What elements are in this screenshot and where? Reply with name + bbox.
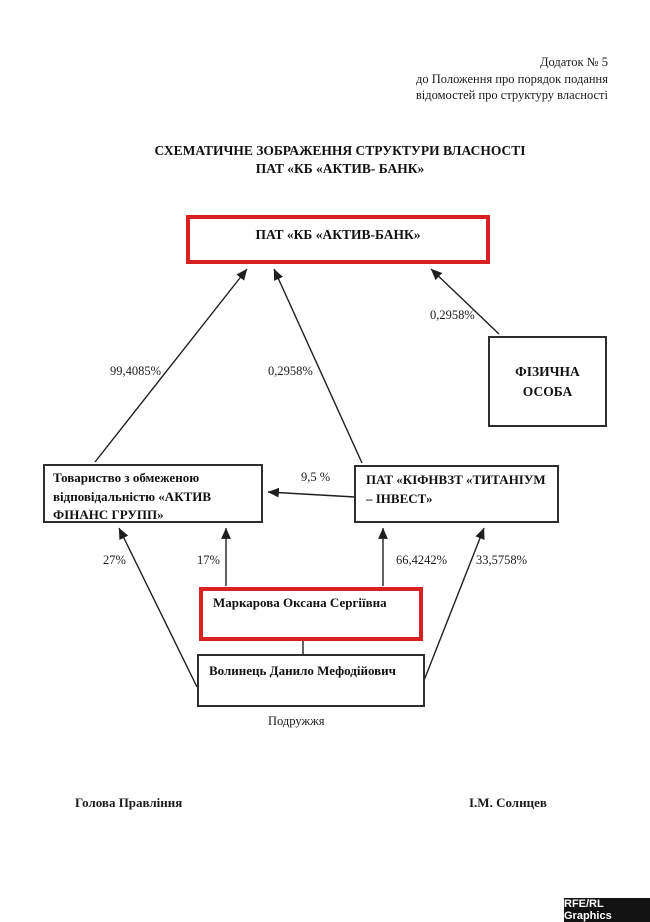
node-individual — [488, 336, 607, 427]
node-markarova — [199, 587, 423, 641]
node-volynets-label: Волинець Данило Мефодійович — [209, 663, 396, 678]
pct-volynets-to-aktiv: 27% — [103, 553, 126, 567]
credit-badge — [564, 898, 650, 922]
node-markarova-label: Маркарова Оксана Сергіївна — [213, 595, 387, 610]
pct-aktiv-to-bank: 99,4085% — [110, 364, 162, 378]
node-bank — [186, 215, 490, 264]
page-title-line1: СХЕМАТИЧНЕ ЗОБРАЖЕННЯ СТРУКТУРИ ВЛАСНОСТІ — [154, 143, 526, 158]
node-volynets — [197, 654, 425, 707]
page-title-line2: ПАТ «КБ «АКТИВ- БАНК» — [255, 160, 425, 176]
pct-markarova-to-aktiv: 17% — [197, 553, 220, 567]
pct-fizichna-to-bank: 0,2958% — [430, 308, 475, 322]
node-bank-label: ПАТ «КБ «АКТИВ-БАНК» — [255, 227, 421, 242]
node-individual-label: ФІЗИЧНА ОСОБА — [515, 363, 580, 399]
doc-ref-line: відомостей про структуру власності — [415, 88, 608, 102]
credit-badge-label: RFE/RL Graphics — [564, 898, 612, 922]
pct-titanium-to-aktiv: 9,5 % — [301, 470, 331, 484]
spouse-label: Подружжя — [268, 714, 325, 728]
node-titanium-invest-label: ПАТ «КІФНВЗТ «ТИТАНІУМ – ІНВЕСТ» — [366, 472, 546, 506]
footer-signature-name: І.М. Солнцев — [469, 795, 547, 810]
doc-ref-line: Додаток № 5 — [539, 55, 608, 69]
node-aktiv-finans-grupp-label: Товариство з обмеженою відповідальністю «АКТИВ ФІНАНС ГРУПП» — [53, 470, 212, 522]
pct-volynets-to-titanium: 33,5758% — [476, 553, 528, 567]
pct-markarova-to-titanium: 66,4242% — [396, 553, 448, 567]
footer-position-title: Голова Правління — [75, 795, 183, 810]
node-titanium-invest — [354, 465, 559, 523]
pct-titanium-to-bank: 0,2958% — [268, 364, 313, 378]
doc-ref-line: до Положення про порядок подання — [416, 71, 608, 86]
node-aktiv-finans-grupp — [43, 464, 263, 523]
